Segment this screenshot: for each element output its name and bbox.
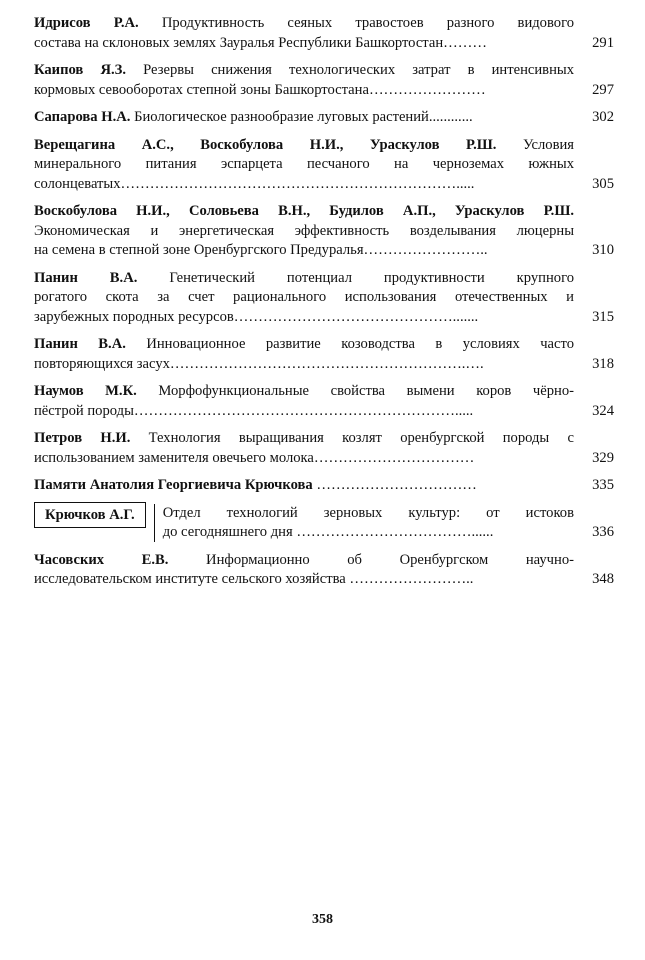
entry-title-line: состава на склоновых землях Зауралья Республики Башкортостан……… <box>34 34 487 51</box>
entry-title-line: на семена в степной зоне Оренбургского Предуралья…………………….. <box>34 242 488 258</box>
entry-authors: Сапарова Н.А. <box>34 109 131 125</box>
entry-authors: Воскобулова Н.И., Соловьева В.Н., Будилов А.П., Ураскулов Р.Ш. <box>34 203 574 219</box>
entry-page-number: 310 <box>592 242 614 258</box>
divider <box>154 504 155 542</box>
toc-entry <box>34 335 614 374</box>
boxed-author: Крючков А.Г. <box>34 502 146 529</box>
entry-title: Биологическое разнообразие луговых растений............ <box>130 109 473 125</box>
toc-entry <box>34 382 614 421</box>
entry-authors: Памяти Анатолия Георгиевича Крючкова <box>34 477 313 493</box>
entry-page-number: 318 <box>592 355 614 372</box>
entry-title: Инновационное развитие козоводства в условиях часто <box>125 336 574 352</box>
entry-title: Технология выращивания козлят оренбургской породы с <box>130 430 574 446</box>
entry-title-line: до сегодняшнего дня ………………………………...... <box>162 524 494 540</box>
entry-title: …………………………… <box>312 477 477 493</box>
table-of-contents <box>34 14 614 598</box>
entry-title: Продуктивность сеяных травостоев разного видового <box>138 15 574 31</box>
entry-title-line: солонцеватых……………………………………………………………..... <box>34 175 475 192</box>
toc-entry <box>34 476 614 496</box>
entry-title: Морфофункциональные свойства вымени коров чёрно- <box>136 383 574 399</box>
entry-page-number: 297 <box>592 81 614 98</box>
entry-title-line: исследовательском институте сельского хозяйства …………………….. <box>34 571 474 587</box>
entry-title-line: кормовых севооборотах степной зоны Башкортостана…………………… <box>34 81 486 98</box>
entry-title-line: минерального питания эспарцета песчаного на черноземах южных <box>34 156 574 172</box>
entry-title-line: повторяющихся засух…………………………………………………….…. <box>34 355 484 372</box>
entry-title: Генетический потенциал продуктивности крупного <box>137 269 574 286</box>
entry-authors: Верещагина А.С., Воскобулова Н.И., Ураскулов Р.Ш. <box>34 136 497 153</box>
entry-title-line: пёстрой породы…………………………………………………………..... <box>34 402 474 419</box>
entry-page-number: 291 <box>592 34 614 51</box>
entry-title-line: рогатого скота за счет рационального использования отечественных и <box>34 289 574 305</box>
entry-authors: Часовских Е.В. <box>34 551 169 568</box>
entry-authors: Идрисов Р.А. <box>34 15 139 31</box>
toc-entry <box>34 108 614 128</box>
entry-page-number: 315 <box>592 308 614 325</box>
toc-entry <box>34 61 614 100</box>
entry-page-number: 324 <box>592 402 614 419</box>
entry-page-number: 305 <box>592 175 614 192</box>
entry-title: Резервы снижения технологических затрат в интенсивных <box>126 62 574 78</box>
entry-authors: Наумов М.К. <box>34 383 137 399</box>
entry-authors: Петров Н.И. <box>34 430 131 446</box>
entry-page-number: 329 <box>592 449 614 466</box>
entry-title: Информационно об Оренбургском научно- <box>168 551 574 568</box>
toc-entry <box>34 269 614 328</box>
entry-authors: Панин В.А. <box>34 336 126 352</box>
entry-title-line: Отдел технологий зерновых культур: от истоков <box>162 504 574 521</box>
toc-entry <box>34 429 614 468</box>
page-number: 358 <box>312 912 333 927</box>
toc-entry <box>34 202 614 261</box>
toc-entry <box>34 14 614 53</box>
entry-title: Условия <box>496 136 574 153</box>
entry-title-line: Экономическая и энергетическая эффективность возделывания люцерны <box>34 222 574 239</box>
toc-entry <box>34 136 614 195</box>
toc-entry <box>34 551 614 590</box>
entry-page-number: 335 <box>592 477 614 493</box>
entry-title-line: зарубежных породных ресурсов………………………………………....... <box>34 308 479 325</box>
entry-title-line: использованием заменителя овечьего молока…………………………… <box>34 449 475 466</box>
entry-authors: Каипов Я.З. <box>34 62 126 78</box>
entry-page-number: 302 <box>592 109 614 125</box>
entry-page-number: 348 <box>592 571 614 587</box>
entry-page-number: 336 <box>592 524 614 540</box>
toc-entry-boxed <box>34 504 614 543</box>
entry-authors: Панин В.А. <box>34 269 138 286</box>
